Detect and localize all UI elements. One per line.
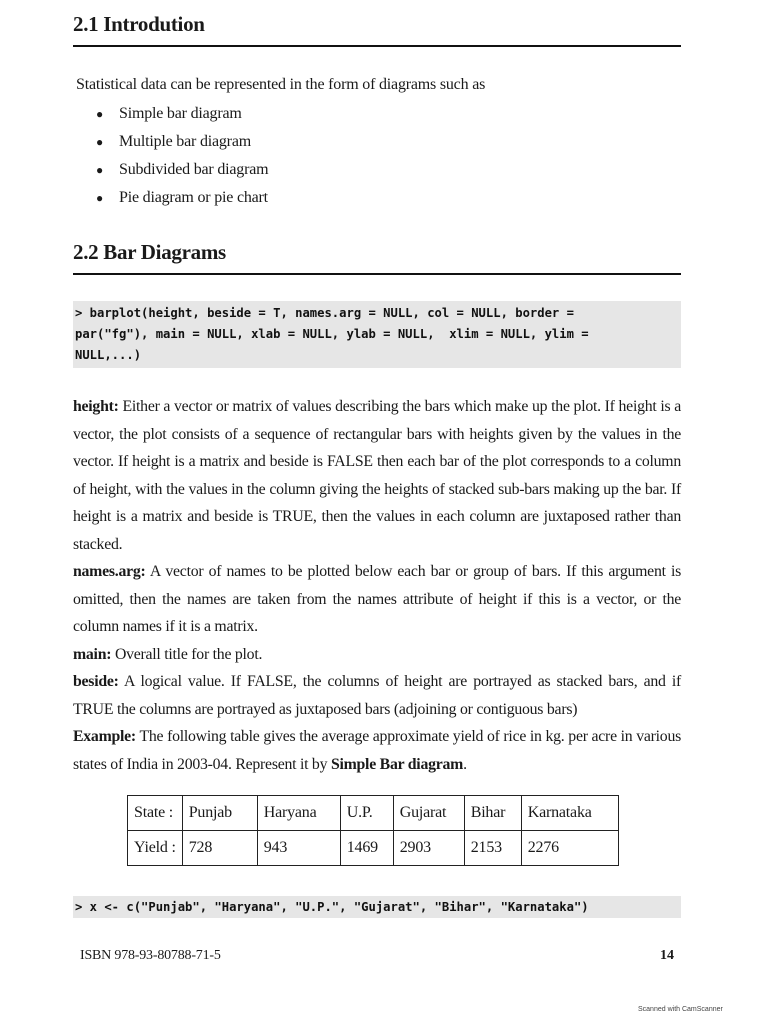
bullet-icon: ●: [96, 163, 104, 177]
height-description: height: Either a vector or matrix of values describing the bars which make up the plot. If height is a vector, the plot consists of a sequence of rectangular bars with heights given by the values in the vector. If height is a matrix and beside is FALSE then each bar of the plot corresponds to a column of height, with the values in the column giving the heights of stacked sub-bars making up the bar. If height is a matrix and beside is TRUE, then the values in each column are juxtaposed rather than stacked.: [73, 398, 681, 553]
bullet-icon: ●: [96, 107, 104, 121]
section-heading-bar-diagrams: 2.2 Bar Diagrams: [73, 240, 226, 264]
section-heading-introduction: 2.1 Introdution: [73, 12, 205, 36]
table-cell: 2903: [393, 831, 464, 866]
table-cell: 2276: [521, 831, 618, 866]
argument-descriptions: [73, 393, 681, 778]
list-item: ● Pie diagram or pie chart: [96, 184, 268, 212]
list-item: ● Subdivided bar diagram: [96, 156, 268, 184]
table-cell: 728: [182, 831, 257, 866]
heading-rule: [73, 45, 681, 47]
scanner-watermark: Scanned with CamScanner: [638, 1006, 723, 1013]
table-cell: Gujarat: [393, 796, 464, 831]
example-paragraph: Example: The following table gives the average approximate yield of rice in kg. per acre in various states of India in 2003-04. Represent it by Simple Bar diagram.: [73, 728, 681, 773]
intro-paragraph: Statistical data can be represented in the form of diagrams such as: [76, 76, 486, 93]
vector-code-line: > x <- c("Punjab", "Haryana", "U.P.", "Gujarat", "Bihar", "Karnataka"): [73, 896, 681, 918]
table-row: [128, 796, 619, 831]
barplot-code-block: > barplot(height, beside = T, names.arg = NULL, col = NULL, border = par("fg"), main = NULL, xlab = NULL, ylab = NULL, xlim = NULL, ylim = NULL,...): [73, 301, 681, 368]
table-cell: 2153: [464, 831, 521, 866]
table-cell: State :: [128, 796, 183, 831]
page-number: 14: [660, 948, 674, 963]
beside-description: beside: A logical value. If FALSE, the columns of height are portrayed as stacked bars, and if TRUE the columns are portrayed as juxtaposed bars (adjoining or contiguous bars): [73, 673, 681, 718]
table-cell: U.P.: [340, 796, 393, 831]
list-item: ● Simple bar diagram: [96, 100, 268, 128]
table-cell: Punjab: [182, 796, 257, 831]
names-arg-description: names.arg: A vector of names to be plotted below each bar or group of bars. If this argument is omitted, then the names are taken from the names attribute of height if this is a vector, or the column names if it is a matrix.: [73, 563, 681, 635]
bullet-icon: ●: [96, 135, 104, 149]
diagram-type-list: [96, 100, 268, 212]
main-description: main: Overall title for the plot.: [73, 645, 263, 663]
table-cell: 1469: [340, 831, 393, 866]
table-row: [128, 831, 619, 866]
list-item: ● Multiple bar diagram: [96, 128, 268, 156]
table-cell: Yield :: [128, 831, 183, 866]
isbn-text: ISBN 978-93-80788-71-5: [80, 948, 221, 963]
table-cell: 943: [257, 831, 340, 866]
table-cell: Haryana: [257, 796, 340, 831]
heading-rule: [73, 273, 681, 275]
table-cell: Bihar: [464, 796, 521, 831]
bullet-icon: ●: [96, 191, 104, 205]
table-cell: Karnataka: [521, 796, 618, 831]
rice-yield-table: [127, 795, 619, 866]
